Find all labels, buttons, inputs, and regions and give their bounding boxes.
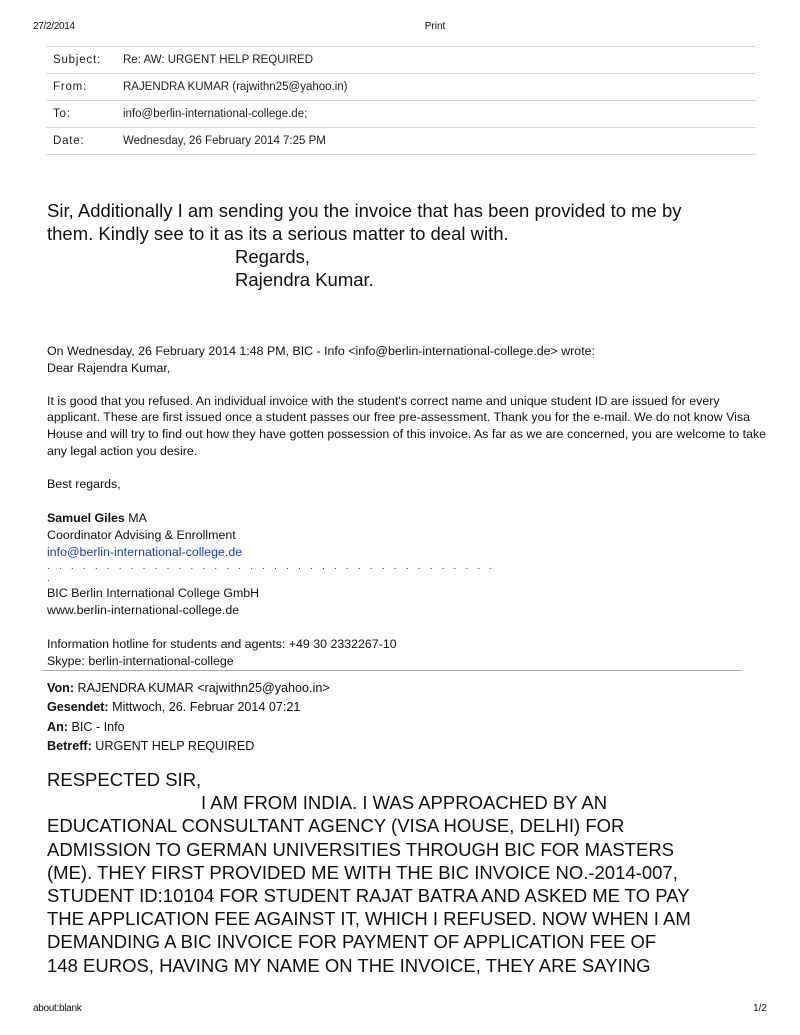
von-label: Von: bbox=[47, 681, 75, 695]
signature-website: www.berlin-international-college.de bbox=[47, 603, 240, 617]
from-row bbox=[46, 74, 756, 101]
email-signature bbox=[47, 510, 507, 670]
original-line: EDUCATIONAL CONSULTANT AGENCY (VISA HOUSE, DELHI) FOR bbox=[47, 815, 625, 837]
an-value: BIC - Info bbox=[71, 719, 125, 734]
original-line: 148 EUROS, HAVING MY NAME ON THE INVOICE, THEY ARE SAYING bbox=[47, 954, 651, 976]
original-line: DEMANDING A BIC INVOICE FOR PAYMENT OF APPLICATION FEE OF bbox=[47, 931, 657, 953]
signature-separator: . . . . . . . . . . . . . . . . . . . . . . . . . . . . . . . . . . . . . . . bbox=[47, 561, 496, 584]
print-date: 27/2/2014 bbox=[33, 21, 75, 32]
signature-company: BIC Berlin International College GmbH bbox=[47, 586, 260, 600]
email-header-table bbox=[46, 46, 756, 155]
original-salutation: RESPECTED SIR, bbox=[47, 769, 202, 790]
forward-divider bbox=[42, 670, 742, 671]
original-line: ADMISSION TO GERMAN UNIVERSITIES THROUGH BIC FOR MASTERS bbox=[47, 838, 675, 860]
betreff-value: URGENT HELP REQUIRED bbox=[95, 738, 255, 753]
signature-title: Coordinator Advising & Enrollment bbox=[47, 528, 236, 542]
signature-name: Samuel Giles bbox=[47, 511, 125, 525]
to-label: To: bbox=[53, 108, 71, 120]
von-value: RAJENDRA KUMAR <rajwithn25@yahoo.in> bbox=[77, 681, 330, 695]
quote-closing: Best regards, bbox=[47, 476, 121, 491]
from-label: From: bbox=[53, 81, 88, 93]
reply-line-2: them. Kindly see to it as its a serious matter to deal with. bbox=[47, 223, 509, 244]
reply-signature-name: Rajendra Kumar. bbox=[235, 269, 374, 290]
signature-hotline: Information hotline for students and agents: +49 30 2332267-10 bbox=[47, 637, 397, 651]
to-row bbox=[46, 101, 756, 128]
signature-skype: Skype: berlin-international-college bbox=[47, 654, 234, 668]
an-label: An: bbox=[47, 719, 68, 734]
subject-label: Subject: bbox=[53, 54, 101, 66]
print-title: Print bbox=[424, 21, 446, 32]
to-value: info@berlin-international-college.de; bbox=[123, 108, 308, 120]
reply-message bbox=[47, 199, 767, 291]
reply-closing: Regards, bbox=[235, 246, 311, 267]
original-first-line: I AM FROM INDIA. I WAS APPROACHED BY AN bbox=[201, 792, 608, 814]
quoted-message bbox=[47, 343, 767, 492]
forwarded-header bbox=[47, 679, 330, 756]
quote-attribution: On Wednesday, 26 February 2014 1:48 PM, BIC - Info <info@berlin-international-college.de> wrote: bbox=[47, 344, 595, 358]
betreff-label: Betreff: bbox=[47, 738, 92, 753]
quote-body: It is good that you refused. An individual invoice with the student's correct name and unique student ID are issued for every applicant. These are first issued once a student passes our free pre-assessment. Thank you for the e-mail. We do not know Visa House and will try to find out how they have gotten possession of this invoice. As far as we are concerned, you are welcome to take any legal action you desire. bbox=[47, 393, 767, 458]
date-label: Date: bbox=[53, 135, 85, 147]
from-value: RAJENDRA KUMAR (rajwithn25@yahoo.in) bbox=[123, 81, 348, 93]
gesendet-value: Mittwoch, 26. Februar 2014 07:21 bbox=[112, 700, 301, 715]
original-line: THE APPLICATION FEE AGAINST IT, WHICH I REFUSED. NOW WHEN I AM bbox=[47, 908, 691, 930]
signature-email-link[interactable]: info@berlin-international-college.de bbox=[47, 545, 243, 559]
date-row bbox=[46, 128, 756, 155]
original-message bbox=[47, 768, 787, 977]
subject-row bbox=[46, 47, 756, 74]
date-value: Wednesday, 26 February 2014 7:25 PM bbox=[123, 135, 326, 147]
subject-value: Re: AW: URGENT HELP REQUIRED bbox=[123, 54, 314, 66]
original-line: STUDENT ID:10104 FOR STUDENT RAJAT BATRA AND ASKED ME TO PAY bbox=[47, 885, 690, 907]
reply-line-1: Sir, Additionally I am sending you the invoice that has been provided to me by bbox=[47, 200, 682, 221]
gesendet-label: Gesendet: bbox=[47, 700, 109, 715]
print-footer-url: about:blank bbox=[33, 1003, 82, 1014]
signature-degree: MA bbox=[128, 511, 147, 525]
print-footer-page: 1/2 bbox=[753, 1003, 767, 1014]
original-line: (ME). THEY FIRST PROVIDED ME WITH THE BIC INVOICE NO.-2014-007, bbox=[47, 861, 678, 883]
quote-greeting: Dear Rajendra Kumar, bbox=[47, 360, 171, 375]
